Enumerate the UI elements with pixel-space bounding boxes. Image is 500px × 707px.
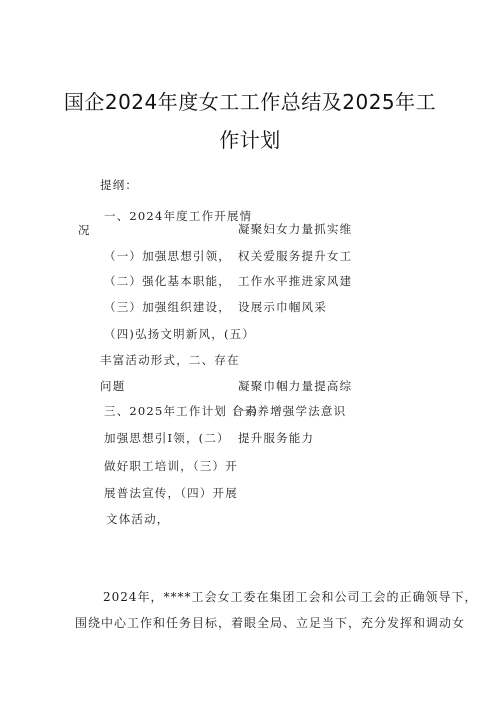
outline-right-line: 提升服务能力 bbox=[238, 431, 315, 445]
outline-right-line: 凝聚巾帼力量提高综 bbox=[238, 379, 353, 393]
body-paragraph-line: 2024年，****工会女工委在集团工会和公司工会的正确领导下， bbox=[103, 590, 478, 604]
outline-right-line: 设展示巾帼风采 bbox=[238, 300, 327, 314]
outline-left-line: 一、2024年度工作开展情 bbox=[104, 209, 253, 223]
outline-left-line: 文体活动， bbox=[106, 512, 170, 526]
outline-right-line: 工作水平推进家风建 bbox=[238, 274, 353, 288]
document-title-line-2: 作计划 bbox=[219, 128, 281, 152]
outline-left-line: （三）加强组织建设， bbox=[104, 300, 231, 314]
outline-heading: 提纲： bbox=[100, 178, 139, 192]
body-paragraph-line: 围绕中心工作和任务目标，着眼全局、立足当下，充分发挥和调动女 bbox=[75, 616, 466, 630]
outline-left-line: （一）加强思想引领， bbox=[104, 249, 231, 263]
document-title-line-1: 国企2024年度女工工作总结及2025年工 bbox=[63, 90, 437, 114]
outline-left-line: 加强思想引I领，(二） bbox=[104, 431, 230, 445]
outline-left-line: 三、2025年工作计划（一) bbox=[104, 404, 259, 418]
outline-left-line: 问题 bbox=[100, 379, 126, 393]
outline-right-line: 合素养增强学法意识 bbox=[232, 404, 347, 418]
outline-right-line: 凝聚妇女力量抓实维 bbox=[238, 222, 353, 236]
outline-left-line: 展普法宣传，（四）开展 bbox=[104, 486, 238, 500]
outline-left-line: 做好职工培训，（三）开 bbox=[104, 459, 238, 473]
outline-left-line: 况 bbox=[78, 223, 91, 237]
outline-left-line: （四)弘扬文明新风，(五） bbox=[104, 327, 256, 341]
outline-left-line: 丰富活动形式，二、存在 bbox=[100, 353, 240, 367]
outline-right-line: 权关爱服务提升女工 bbox=[238, 249, 353, 263]
outline-left-line: （二）强化基本职能， bbox=[104, 274, 231, 288]
